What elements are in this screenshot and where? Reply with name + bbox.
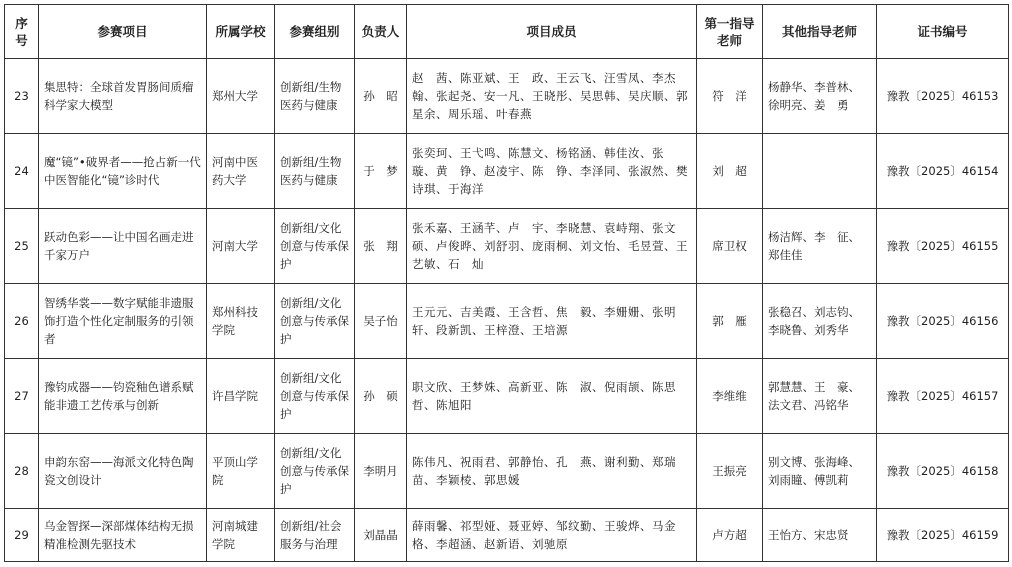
- header-row: [5, 5, 1009, 59]
- cell-first-advisor: 李维维: [697, 359, 763, 434]
- table-row: [5, 509, 1009, 562]
- cell-other-advisors: [763, 134, 877, 209]
- cell-members: 张奕珂、王弋鸣、陈慧文、杨铭涵、韩佳汝、张 璇、黄 铮、赵凌宇、陈 铮、李泽同、张淑然、樊诗琪、于海洋: [407, 134, 697, 209]
- cell-project: 乌金智探—深部煤体结构无损精准检测先驱技术: [39, 509, 207, 562]
- cell-project: 智绣华裳——数字赋能非遗服饰打造个性化定制服务的引领者: [39, 284, 207, 359]
- cell-members: 张禾嘉、王涵芊、卢 宇、李晓慧、袁峙翔、张文硕、卢俊晔、刘舒羽、庞雨桐、刘文怡、毛昱萱、王艺敏、石 灿: [407, 209, 697, 284]
- cell-group: 创新组/社会服务与治理: [275, 509, 355, 562]
- header-leader: 负责人: [355, 5, 407, 59]
- cell-seq: 29: [5, 509, 39, 562]
- header-members: 项目成员: [407, 5, 697, 59]
- cell-leader: 刘晶晶: [355, 509, 407, 562]
- header-cert: 证书编号: [877, 5, 1009, 59]
- cell-group: 创新组/文化创意与传承保护: [275, 434, 355, 509]
- cell-leader: 吴子怡: [355, 284, 407, 359]
- cell-group: 创新组/生物医药与健康: [275, 59, 355, 134]
- cell-cert: 豫教〔2025〕46157: [877, 359, 1009, 434]
- cell-project: 豫钧成器——钧瓷釉色谱系赋能非遗工艺传承与创新: [39, 359, 207, 434]
- cell-seq: 28: [5, 434, 39, 509]
- header-project: 参赛项目: [39, 5, 207, 59]
- cell-group: 创新组/文化创意与传承保护: [275, 209, 355, 284]
- table-row: [5, 284, 1009, 359]
- cell-cert: 豫教〔2025〕46159: [877, 509, 1009, 562]
- cell-cert: 豫教〔2025〕46153: [877, 59, 1009, 134]
- header-first-advisor: 第一指导老师: [697, 5, 763, 59]
- cell-other-advisors: 张稳召、刘志钧、李晓鲁、刘秀华: [763, 284, 877, 359]
- cell-seq: 25: [5, 209, 39, 284]
- cell-project: 集思特：全球首发胃肠间质瘤科学家大模型: [39, 59, 207, 134]
- header-seq: 序号: [5, 5, 39, 59]
- cell-leader: 于 梦: [355, 134, 407, 209]
- cell-cert: 豫教〔2025〕46154: [877, 134, 1009, 209]
- cell-seq: 23: [5, 59, 39, 134]
- cell-other-advisors: 别文博、张海峰、刘雨瞳、傅凯莉: [763, 434, 877, 509]
- cell-school: 平顶山学院: [207, 434, 275, 509]
- table-row: [5, 359, 1009, 434]
- header-other-advisors: 其他指导老师: [763, 5, 877, 59]
- cell-group: 创新组/生物医药与健康: [275, 134, 355, 209]
- cell-first-advisor: 刘 超: [697, 134, 763, 209]
- cell-other-advisors: 王怡方、宋忠贤: [763, 509, 877, 562]
- cell-project: 跃动色彩——让中国名画走进千家万户: [39, 209, 207, 284]
- cell-leader: 孙 硕: [355, 359, 407, 434]
- cell-school: 许昌学院: [207, 359, 275, 434]
- cell-cert: 豫教〔2025〕46158: [877, 434, 1009, 509]
- cell-first-advisor: 席卫权: [697, 209, 763, 284]
- cell-group: 创新组/文化创意与传承保护: [275, 284, 355, 359]
- cell-school: 郑州科技学院: [207, 284, 275, 359]
- table-row: [5, 134, 1009, 209]
- cell-school: 河南大学: [207, 209, 275, 284]
- cell-school: 郑州大学: [207, 59, 275, 134]
- cell-other-advisors: 杨静华、李普林、徐明亮、姜 勇: [763, 59, 877, 134]
- cell-first-advisor: 郭 雁: [697, 284, 763, 359]
- cell-school: 河南中医药大学: [207, 134, 275, 209]
- cell-members: 职文欣、王梦姝、高新亚、陈 淑、倪雨颉、陈思哲、陈旭阳: [407, 359, 697, 434]
- cell-seq: 24: [5, 134, 39, 209]
- cell-school: 河南城建学院: [207, 509, 275, 562]
- cell-first-advisor: 王振亮: [697, 434, 763, 509]
- table-row: [5, 434, 1009, 509]
- cell-first-advisor: 卢方超: [697, 509, 763, 562]
- cell-seq: 27: [5, 359, 39, 434]
- cell-leader: 张 翔: [355, 209, 407, 284]
- cell-leader: 孙 昭: [355, 59, 407, 134]
- cell-first-advisor: 符 洋: [697, 59, 763, 134]
- table-row: [5, 209, 1009, 284]
- cell-cert: 豫教〔2025〕46156: [877, 284, 1009, 359]
- cell-project: 魔“镜”•破界者——抢占新一代中医智能化“镜”诊时代: [39, 134, 207, 209]
- cell-members: 薛雨馨、祁型娅、聂亚婷、邹纹勤、王骏烨、马金格、李超涵、赵新语、刘驰原: [407, 509, 697, 562]
- header-group: 参赛组别: [275, 5, 355, 59]
- cell-other-advisors: 郭慧慧、王 豪、法文君、冯铭华: [763, 359, 877, 434]
- cell-members: 赵 茜、陈亚斌、王 政、王云飞、汪雪凤、李杰翰、张起尧、安一凡、王晓彤、吴思韩、吴庆顺、郭星余、周乐瑶、叶春燕: [407, 59, 697, 134]
- cell-project: 申韵东窑——海派文化特色陶瓷文创设计: [39, 434, 207, 509]
- cell-group: 创新组/文化创意与传承保护: [275, 359, 355, 434]
- cell-members: 王元元、吉美霞、王含哲、焦 毅、李姗姗、张明轩、段新凯、王梓澄、王培源: [407, 284, 697, 359]
- cell-leader: 李明月: [355, 434, 407, 509]
- cell-cert: 豫教〔2025〕46155: [877, 209, 1009, 284]
- cell-other-advisors: 杨洁辉、李 征、郑佳佳: [763, 209, 877, 284]
- award-table: [4, 4, 1009, 562]
- header-school: 所属学校: [207, 5, 275, 59]
- cell-seq: 26: [5, 284, 39, 359]
- table-row: [5, 59, 1009, 134]
- cell-members: 陈伟凡、祝雨君、郭静怡、孔 燕、谢利勤、郑瑞苗、李颖棱、郭思媛: [407, 434, 697, 509]
